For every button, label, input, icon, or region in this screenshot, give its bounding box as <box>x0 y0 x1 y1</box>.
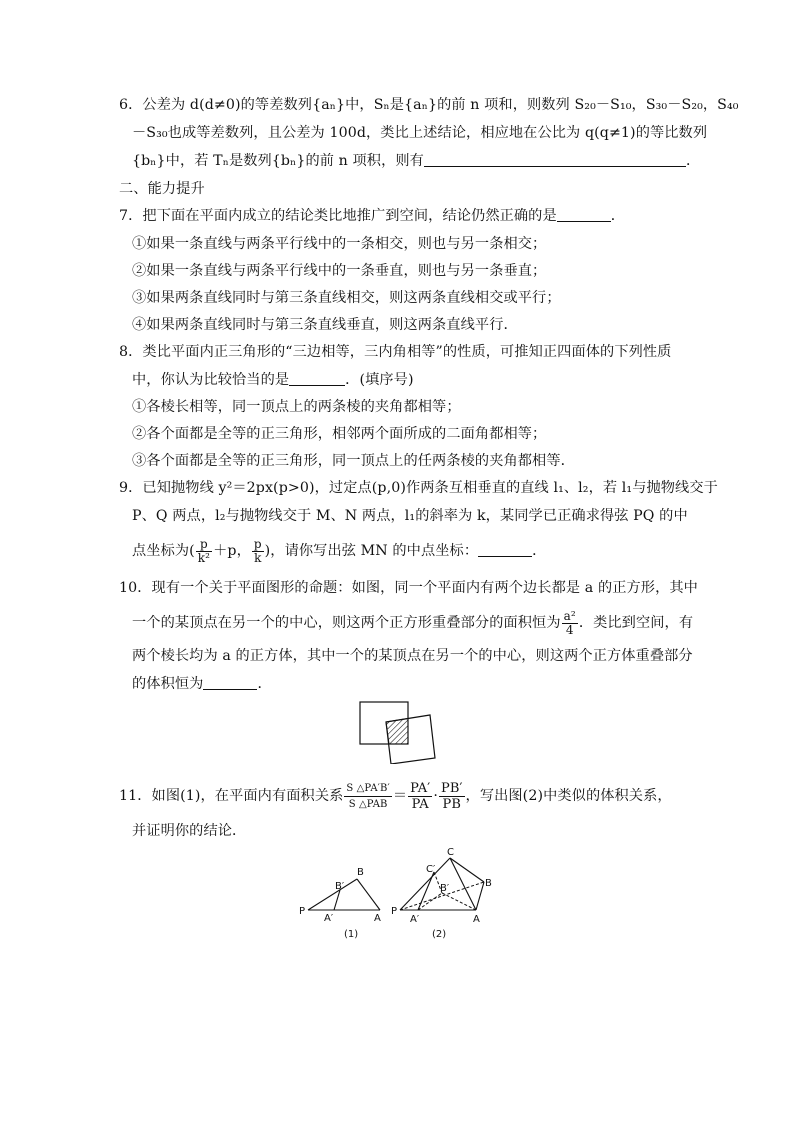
q8-line2-end: ．(填序号) <box>345 372 414 388</box>
q7-option-1: ①如果一条直线与两条平行线中的一条相交，则也与另一条相交； <box>132 236 547 252</box>
q9-line3-b: ＋p， <box>213 543 251 559</box>
q8-answer-blank[interactable] <box>289 371 345 386</box>
q6-line3 <box>132 152 700 170</box>
q6-line3-text: {bₙ}中，若 Tₙ是数列{bₙ}的前 n 项积，则有 <box>132 153 424 169</box>
label-a-prime: A′ <box>410 914 420 925</box>
triangle-figure-1 <box>296 862 388 940</box>
q7-stem-end: ． <box>610 208 626 224</box>
q11-f3-num: PB′ <box>440 780 463 796</box>
q11-f1-den: S △PAB <box>348 798 388 810</box>
label-p: P <box>299 906 306 917</box>
q8-option-1: ①各棱长相等，同一顶点上的两条棱的夹角都相等； <box>132 399 461 415</box>
q7-option-3: ③如果两条直线同时与第三条直线相交，则这两条直线相交或平行； <box>132 290 561 306</box>
q11-dot: · <box>433 788 438 804</box>
label-b-prime: B′ <box>335 881 345 892</box>
q9-frac1-num: p <box>196 538 212 552</box>
q9-frac2-den: k <box>254 550 262 565</box>
q10-fraction-a2-over-4 <box>562 610 578 637</box>
q9-fraction-p-over-k2 <box>196 538 212 565</box>
label-b: B <box>485 878 492 889</box>
overlap-region <box>386 719 408 745</box>
caption-2: (2) <box>432 929 447 940</box>
q10-line4-text: 的体积恒为 <box>132 676 204 692</box>
label-c-prime: C′ <box>426 864 436 875</box>
q11-pb-ratio <box>439 781 465 812</box>
q7-option-2: ②如果一条直线与两条平行线中的一条垂直，则也与另一条垂直； <box>132 263 547 279</box>
q11-line1-text: 11．如图(1)，在平面内有面积关系 <box>119 788 344 804</box>
q6-line1: 6．公差为 d(d≠0)的等差数列{aₙ}中，Sₙ是{aₙ}的前 n 项和，则数列 S₂₀－S₁₀，S₃₀－S₂₀，S₄₀ <box>119 97 739 113</box>
q9-frac1-den: k² <box>197 550 211 565</box>
line-ab <box>357 879 380 910</box>
label-a-prime: A′ <box>324 913 334 924</box>
q7-stem <box>119 207 625 225</box>
q11-line1-end: ，写出图(2)中类似的体积关系， <box>465 788 672 804</box>
q11-f2-den: PA <box>411 796 429 812</box>
q9-line3-a: 点坐标为( <box>132 543 195 559</box>
q9-line3 <box>132 535 546 567</box>
q7-stem-text: 7．把下面在平面内成立的结论类比地推广到空间，结论仍然正确的是 <box>119 208 557 224</box>
q11-eq: ＝ <box>392 788 408 804</box>
q6-answer-blank[interactable] <box>424 152 686 167</box>
q9-line1: 9．已知抛物线 y²＝2px(p>0)，过定点(p,0)作两条互相垂直的直线 l₁、l₂，若 l₁与抛物线交于 <box>119 480 718 496</box>
q8-line2 <box>132 371 414 389</box>
label-a: A <box>374 913 381 924</box>
q10-line4-end: ． <box>257 676 272 692</box>
tetrahedron-figure-2 <box>388 846 500 940</box>
caption-1: (1) <box>344 929 359 940</box>
q10-line1: 10．现有一个关于平面图形的命题：如图，同一个平面内有两个边长都是 a 的正方形，其中 <box>119 580 698 596</box>
q8-line1: 8．类比平面内正三角形的“三边相等，三内角相等”的性质，可推知正四面体的下列性质 <box>119 344 672 360</box>
q11-pa-ratio <box>408 781 432 812</box>
label-p: P <box>391 906 398 917</box>
q9-line3-c: )，请你写出弦 MN 的中点坐标： <box>264 543 479 559</box>
q10-line2-text: 一个的某顶点在另一个的中心，则这两个正方形重叠部分的面积恒为 <box>132 615 561 631</box>
q9-line2: P、Q 两点，l₂与抛物线交于 M、N 两点，l₁的斜率为 k，某同学已正确求得弦 PQ 的中 <box>132 508 688 524</box>
q10-frac-num: a² <box>563 608 576 623</box>
edge-ca <box>450 858 476 910</box>
line-pb <box>308 879 357 910</box>
q11-f1-num: S △PA′B′ <box>344 781 391 797</box>
q9-answer-blank[interactable] <box>478 542 532 557</box>
q10-line2-end: ．类比到空间，有 <box>578 615 694 631</box>
q10-answer-blank[interactable] <box>203 675 257 690</box>
q10-line2 <box>132 607 693 639</box>
q11-line2: 并证明你的结论． <box>132 823 247 839</box>
q8-line2-text: 中，你认为比较恰当的是 <box>132 372 290 388</box>
section-title: 二、能力提升 <box>119 181 205 197</box>
q11-f2-num: PA′ <box>410 780 431 796</box>
q8-option-2: ②各个面都是全等的正三角形，相邻两个面所成的二面角都相等； <box>132 426 547 442</box>
label-c: C <box>447 847 454 858</box>
q7-answer-blank[interactable] <box>557 207 611 222</box>
q11-area-ratio <box>344 781 391 812</box>
q11-line1 <box>119 776 672 816</box>
overlapping-squares-figure <box>356 698 442 764</box>
q8-option-3: ③各个面都是全等的正三角形，同一顶点上的任两条棱的夹角都相等． <box>132 453 575 469</box>
edge-a1c1 <box>418 872 434 910</box>
edge-cb <box>450 858 484 882</box>
edge-ab <box>476 882 484 910</box>
q9-fraction-p-over-k <box>252 538 264 565</box>
q6-line2: －S₃₀也成等差数列，且公差为 100d，类比上述结论，相应地在公比为 q(q≠1)的等比数列 <box>132 125 708 141</box>
q7-option-4: ④如果两条直线同时与第三条直线垂直，则这两条直线平行． <box>132 317 518 333</box>
q10-line4 <box>132 675 272 693</box>
q9-frac2-num: p <box>253 536 262 551</box>
q9-line3-end: ． <box>532 543 547 559</box>
edge-b1a-hidden <box>442 893 476 910</box>
label-b-prime: B′ <box>440 883 450 894</box>
label-a: A <box>473 914 480 925</box>
q10-frac-den: 4 <box>565 622 574 637</box>
q11-f3-den: PB <box>442 796 461 812</box>
q10-line3: 两个棱长均为 a 的正方体，其中一个的某顶点在另一个的中心，则这两个正方体重叠部分 <box>132 648 693 664</box>
q6-line3-end: ． <box>685 153 701 169</box>
label-b: B <box>357 867 364 878</box>
